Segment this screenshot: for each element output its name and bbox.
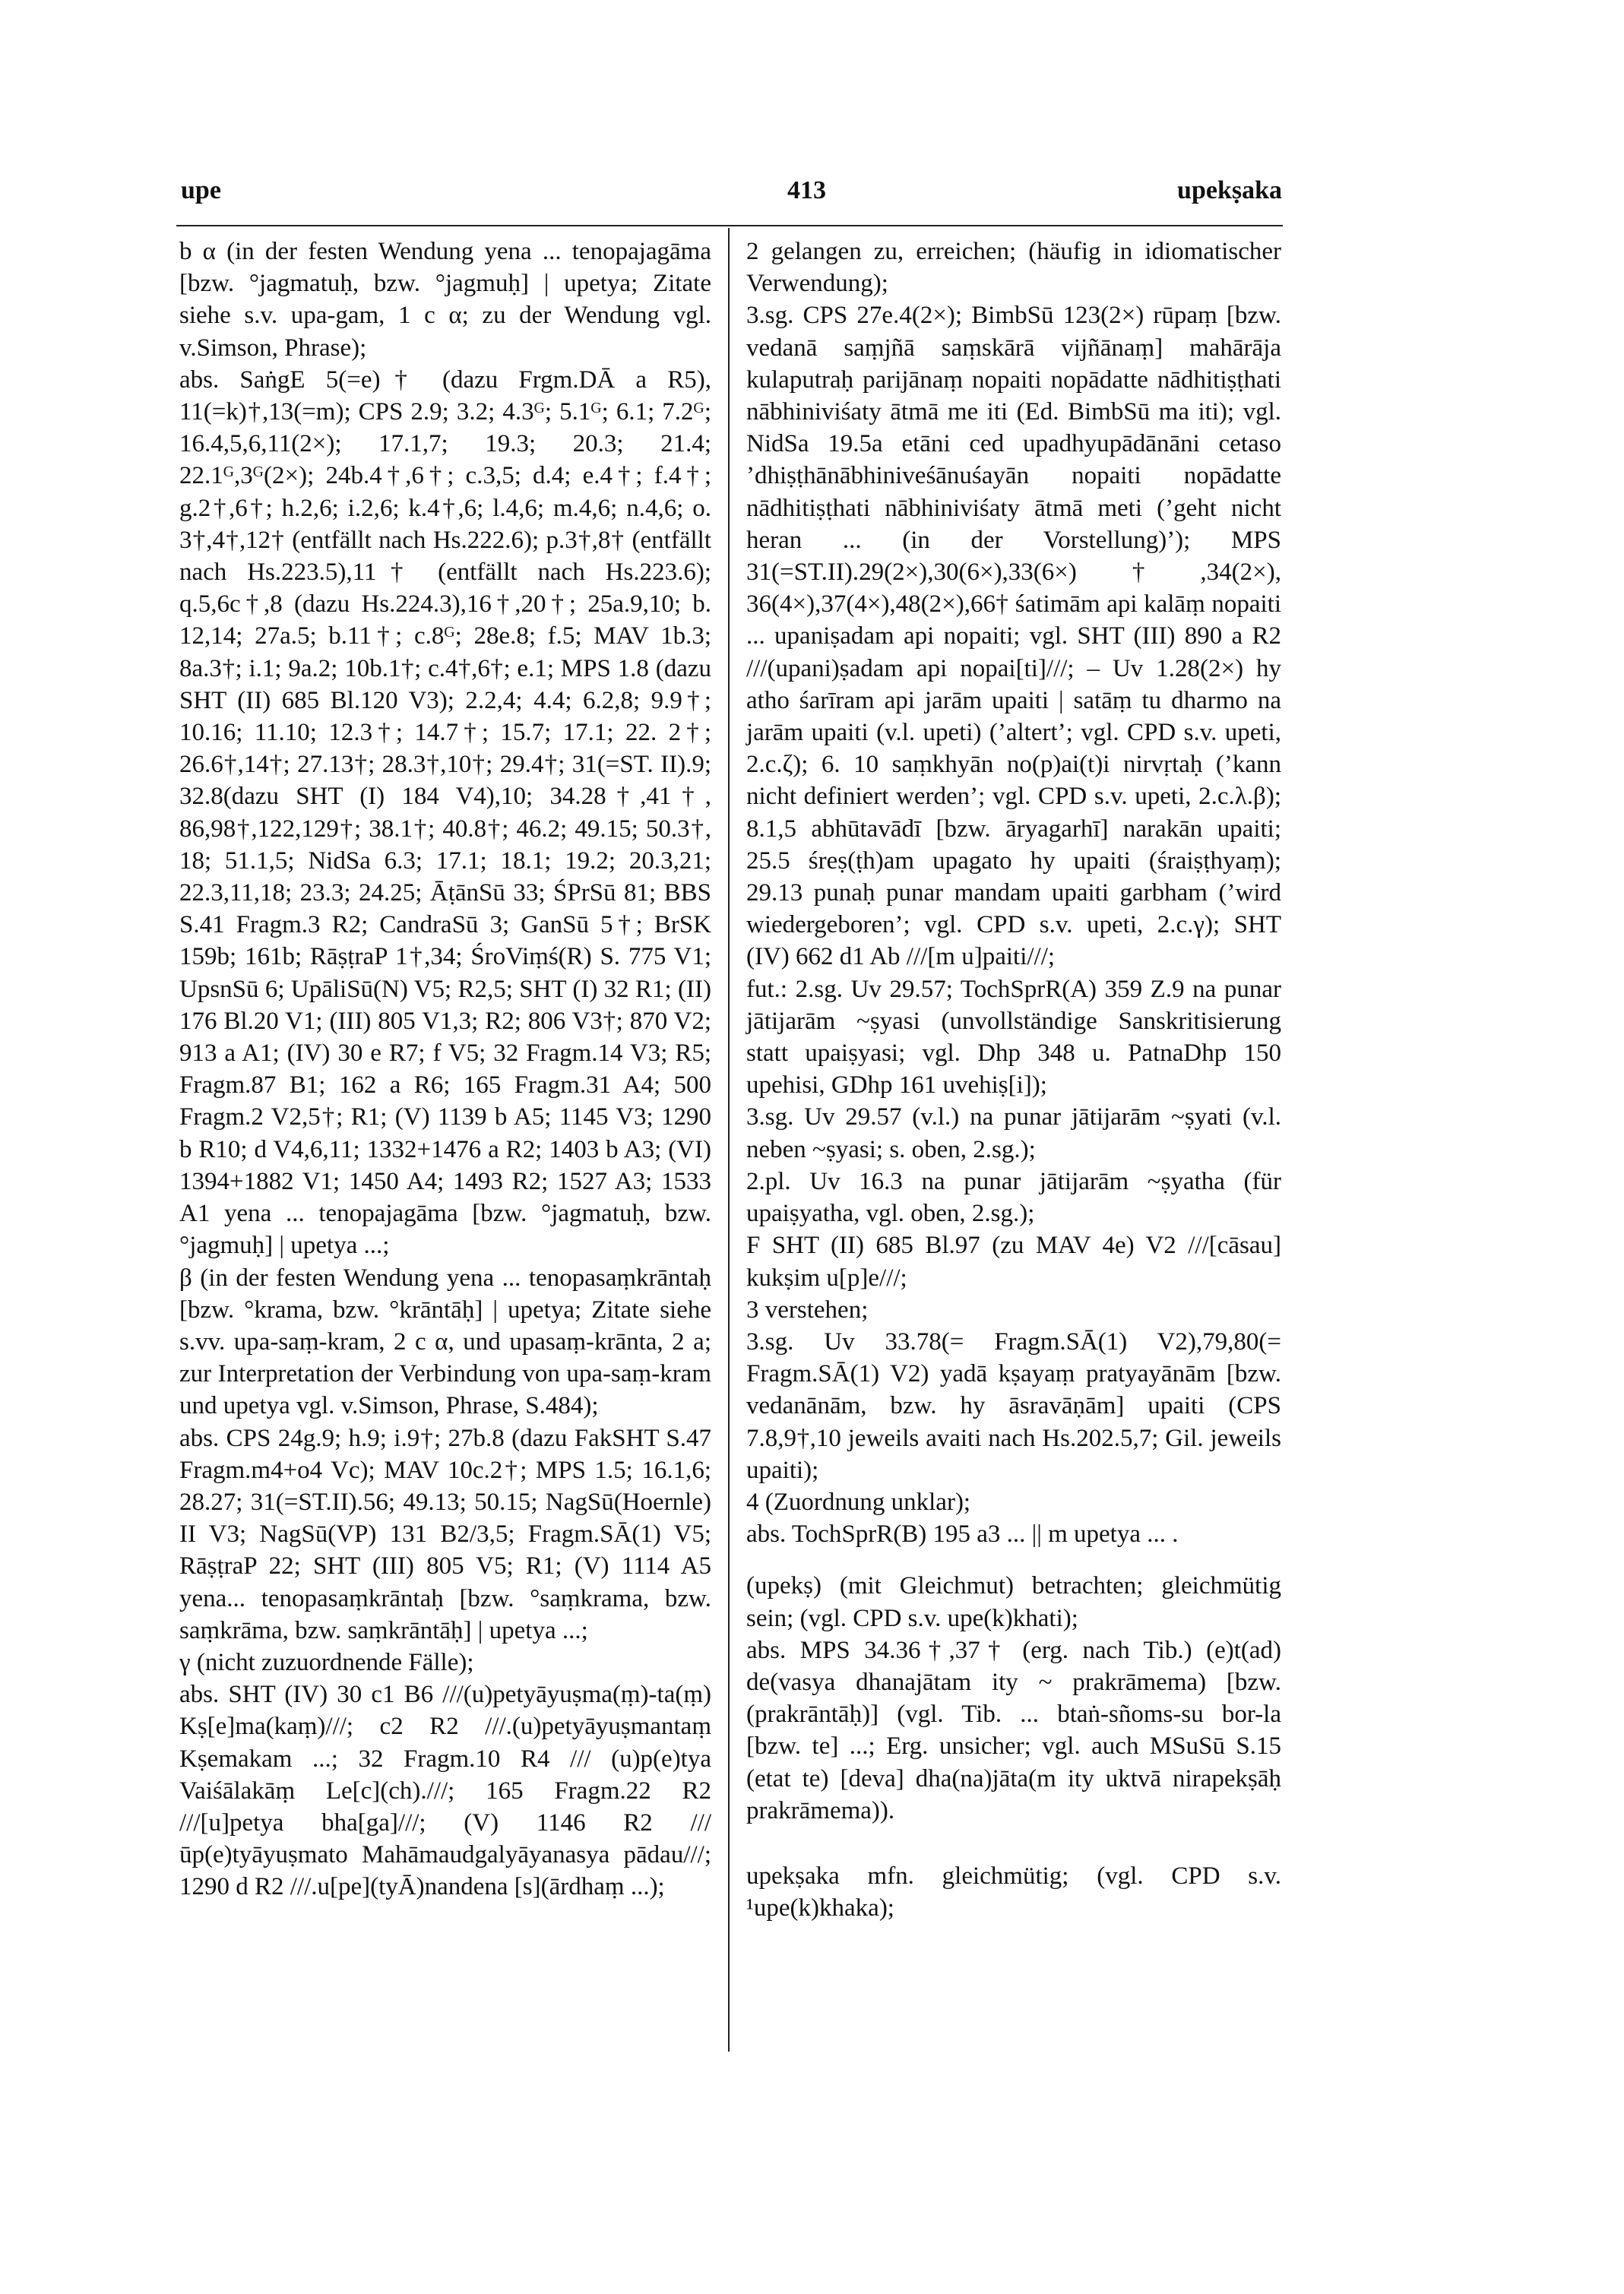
sense-2-3sg: 3.sg. CPS 27e.4(2×); BimbSū 123(2×) rūpaṃ [bzw. vedanā saṃjñā saṃskārā vijñānaṃ] mahārāja kulaputraḥ parijānaṃ nopaiti nopādatte nādhitiṣṭhati nābhiniviśaty ātmā me iti (Ed. BimbSū ma iti); vgl. NidSa 19.5a etāni ced upadhyupādānāni cetaso ’dhiṣṭhānābhiniveśānuśayān nopaiti nopādatte nādhitiṣṭhati nābhiniviśaty ātmā meti (’geht nicht heran ... (in der Vorstellung)’); MPS 31(=ST.II).29(2×),30(6×),33(6×)†,34(2×), 36(4×),37(4×),48(2×),66† śatimām api kalāṃ nopaiti ... upaniṣadam api nopaiti; vgl. SHT (III) 890 a R2 ///(upani)ṣadam api nopai[ti]///; – Uv 1.28(2×) hy atho śarīram api jarām upaiti | satāṃ tu dharmo na jarām upaiti (v.l. upeti) (’altert’; vgl. CPD s.v. upeti, 2.c.ζ); 6. 10 saṃkhyān no(p)ai(t)i nirvṛtaḥ (’kann nicht definiert werden’; vgl. CPD s.v. upeti, 2.c.λ.β); 8.1,5 abhūtavādī [bzw. āryagarhī] narakān upaiti; 25.5 śreṣ(ṭh)am upagato hy upaiti (śraiṣṭhyaṃ); 29.13 punaḥ punar mandam upaiti garbham (’wird wiedergeboren’; vgl. CPD s.v. upeti, 2.c.γ); SHT (IV) 662 d1 Ab ///[m u]paiti///; [746,302,1281,971]
page-number: 413 [787,176,826,204]
entry-upeks-abs: abs. MPS 34.36†,37† (erg. nach Tib.) (e)t(ad) de(vasya dhanajātam ity ~ prakrāmema) [bzw. (prakrāntāḥ)] (vgl. Tib. ... btaṅ-sñoms-su bor-la [bzw. te] ...; Erg. unsicher; vgl. auch MSuSū S.15 (etat te) [deva] dha(na)jāta(m ity uktvā nirapekṣāḥ prakrāmema)). [746,1636,1281,1824]
sense-2-heading: 2 gelangen zu, erreichen; (häufig in idiomatischer Verwendung); [746,238,1281,298]
sense-4-abs: abs. TochSprR(B) 195 a3 ... || m upetya ... . [746,1520,1179,1549]
sense-4-heading: 4 (Zuordnung unklar); [746,1488,971,1516]
entry-upeks: (upekṣ) (mit Gleichmut) betrachten; gleichmütig sein; (vgl. CPD s.v. upe(k)khati); [746,1572,1281,1632]
running-head-right: upekṣaka [1177,176,1282,204]
spacer [746,1827,1281,1860]
entry-upeksaka: upekṣaka mfn. gleichmütig; (vgl. CPD s.v. ¹upe(k)khaka); [746,1862,1281,1922]
left-column [179,236,711,1903]
sense-2-fragment: F SHT (II) 685 Bl.97 (zu MAV 4e) V2 ///[cāsau] kukṣim u[p]e///; [746,1232,1281,1292]
sense-2-fut-2pl: 2.pl. Uv 16.3 na punar jātijarām ~ṣyatha (für upaiṣyatha, vgl. oben, 2.sg.); [746,1167,1281,1228]
entry-beta: β (in der festen Wendung yena ... tenopasaṃkrāntaḥ [bzw. °krama, bzw. °krāntāḥ] | upetya; Zitate siehe s.vv. upa-saṃ-kram, 2 c α, und upasaṃ-krānta, 2 a; zur Interpretation der Verbindung von upa-saṃ-kram und upetya vgl. v.Simson, Phrase, S.484); [179,1264,711,1420]
spacer [746,1550,1281,1570]
running-head-left: upe [181,176,221,204]
right-column [746,236,1281,1924]
entry-b-alpha: b α (in der festen Wendung yena ... tenopajagāma [bzw. °jagmatuḥ, bzw. °jagmuḥ] | upetya; Zitate siehe s.v. upa-gam, 1 c α; zu der Wendung vgl. v.Simson, Phrase); [179,238,711,362]
entry-gamma: γ (nicht zuzuordnende Fälle); [179,1648,474,1676]
column-divider [728,228,730,2052]
header-rule [176,225,1283,226]
sense-3-3sg: 3.sg. Uv 33.78(= Fragm.SĀ(1) V2),79,80(= Fragm.SĀ(1) V2) yadā kṣayaṃ pratyayānām [bzw. vedanānām, bzw. hy āsravāṇām] upaiti (CPS 7.8,9†,10 jeweils avaiti nach Hs.202.5,7; Gil. jeweils upaiti); [746,1327,1281,1484]
sense-2-fut: fut.: 2.sg. Uv 29.57; TochSprR(A) 359 Z.9 na punar jātijarām ~ṣyasi (unvollständige Sanskritisierung statt upaiṣyasi; vgl. Dhp 348 u. PatnaDhp 150 upehisi, GDhp 161 uvehiṣ[i]); [746,975,1281,1100]
entry-gamma-citations: abs. SHT (IV) 30 c1 B6 ///(u)petyāyuṣma(ṃ)-ta(ṃ) Kṣ[e]ma(kaṃ)///; c2 R2 ///.(u)petyāyuṣmantaṃ Kṣemakam ...; 32 Fragm.10 R4 /// (u)p(e)tya Vaiśālakāṃ Le[c](ch).///; 165 Fragm.22 R2 ///[u]petya bha[ga]///; (V) 1146 R2 ///ūp(e)tyāyuṣmato Mahāmaudgalyāyanasya pādau///; 1290 d R2 ///.u[pe](tyĀ)nandena [s](ārdhaṃ ...); [179,1681,711,1901]
sense-2-fut-3sg: 3.sg. Uv 29.57 (v.l.) na punar jātijarām ~ṣyati (v.l. neben ~ṣyasi; s. oben, 2.sg.); [746,1103,1281,1163]
entry-b-alpha-citations: abs. SaṅgE 5(=e)† (dazu Frgm.DĀ a R5), 11(=k)†,13(=m); CPS 2.9; 3.2; 4.3ᴳ; 5.1ᴳ; 6.1; 7.2ᴳ; 16.4,5,6,11(2×); 17.1,7; 19.3; 20.3; 21.4; 22.1ᴳ,3ᴳ(2×); 24b.4†,6†; c.3,5; d.4; e.4†; f.4†; g.2†,6†; h.2,6; i.2,6; k.4†,6; l.4,6; m.4,6; n.4,6; o. 3†,4†,12† (entfällt nach Hs.222.6); p.3†,8† (entfällt nach Hs.223.5),11† (entfällt nach Hs.223.6); q.5,6c†,8 (dazu Hs.224.3),16†,20†; 25a.9,10; b. 12,14; 27a.5; b.11†; c.8ᴳ; 28e.8; f.5; MAV 1b.3; 8a.3†; i.1; 9a.2; 10b.1†; c.4†,6†; e.1; MPS 1.8 (dazu SHT (II) 685 Bl.120 V3); 2.2,4; 4.4; 6.2,8; 9.9†; 10.16; 11.10; 12.3†; 14.7†; 15.7; 17.1; 22. 2†; 26.6†,14†; 27.13†; 28.3†,10†; 29.4†; 31(=ST. II).9; 32.8(dazu SHT (I) 184 V4),10; 34.28†,41†, 86,98†,122,129†; 38.1†; 40.8†; 46.2; 49.15; 50.3†, 18; 51.1,5; NidSa 6.3; 17.1; 18.1; 19.2; 20.3,21; 22.3,11,18; 23.3; 24.25; ĀṭānSū 33; ŚPrSū 81; BBS S.41 Fragm.3 R2; CandraSū 3; GanSū 5†; BrSK 159b; 161b; RāṣṭraP 1†,34; ŚroViṃś(R) S. 775 V1; UpsnSū 6; UpāliSū(N) V5; R2,5; SHT (I) 32 R1; (II) 176 Bl.20 V1; (III) 805 V1,3; R2; 806 V3†; 870 V2; 913 a A1; (IV) 30 e R7; f V5; 32 Fragm.14 V3; R5; Fragm.87 B1; 162 a R6; 165 Fragm.31 A4; 500 Fragm.2 V2,5†; R1; (V) 1139 b A5; 1145 V3; 1290 b R10; d V4,6,11; 1332+1476 a R2; 1403 b A3; (VI) 1394+1882 V1; 1450 A4; 1493 R2; 1527 A3; 1533 A1 yena ... tenopajagāma [bzw. °jagmatuḥ, bzw. °jagmuḥ] | upetya ...; [179,365,711,1260]
sense-3-heading: 3 verstehen; [746,1296,869,1324]
entry-beta-citations: abs. CPS 24g.9; h.9; i.9†; 27b.8 (dazu FakSHT S.47 Fragm.m4+o4 Vc); MAV 10c.2†; MPS 1.5; 16.1,6; 28.27; 31(=ST.II).56; 49.13; 50.15; NagSū(Hoernle) II V3; NagSū(VP) 131 B2/3,5; Fragm.SĀ(1) V5; RāṣṭraP 22; SHT (III) 805 V5; R1; (V) 1114 A5 yena... tenopasaṃkrāntaḥ [bzw. °saṃkrama, bzw. saṃkrāma, bzw. saṃkrāntāḥ] | upetya ...; [179,1424,711,1644]
